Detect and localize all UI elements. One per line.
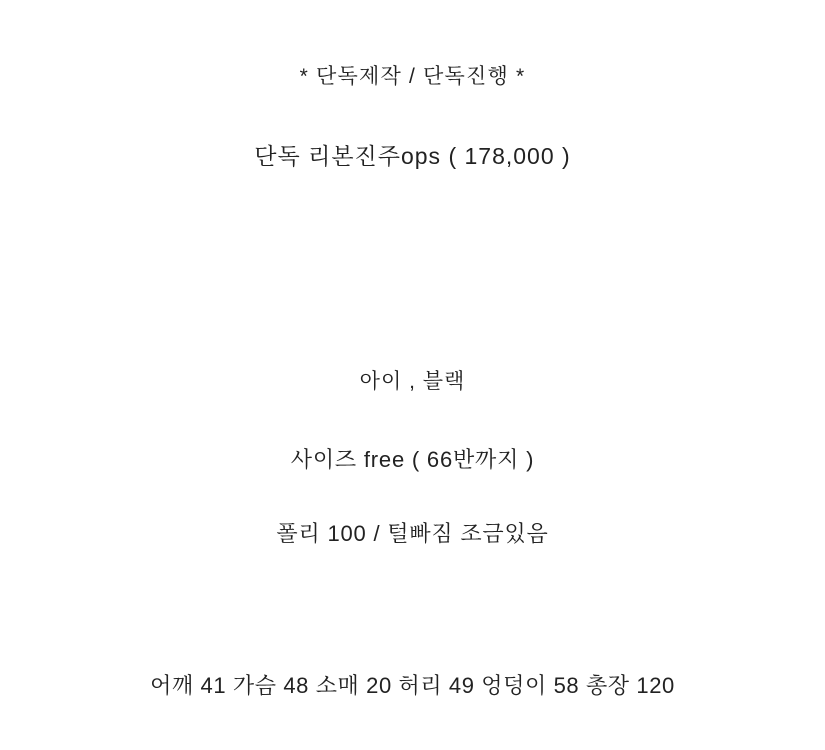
promo-heading: * 단독제작 / 단독진행 * xyxy=(299,65,526,88)
product-name-and-price: 단독 리본진주ops ( 178,000 ) xyxy=(254,143,571,169)
measurements-info: 어깨 41 가슴 48 소매 20 허리 49 엉덩이 58 총장 120 xyxy=(150,673,675,698)
material-info: 폴리 100 / 털빠짐 조금있음 xyxy=(276,521,549,546)
size-info: 사이즈 free ( 66반까지 ) xyxy=(290,447,535,472)
color-options: 아이 , 블랙 xyxy=(359,370,466,393)
